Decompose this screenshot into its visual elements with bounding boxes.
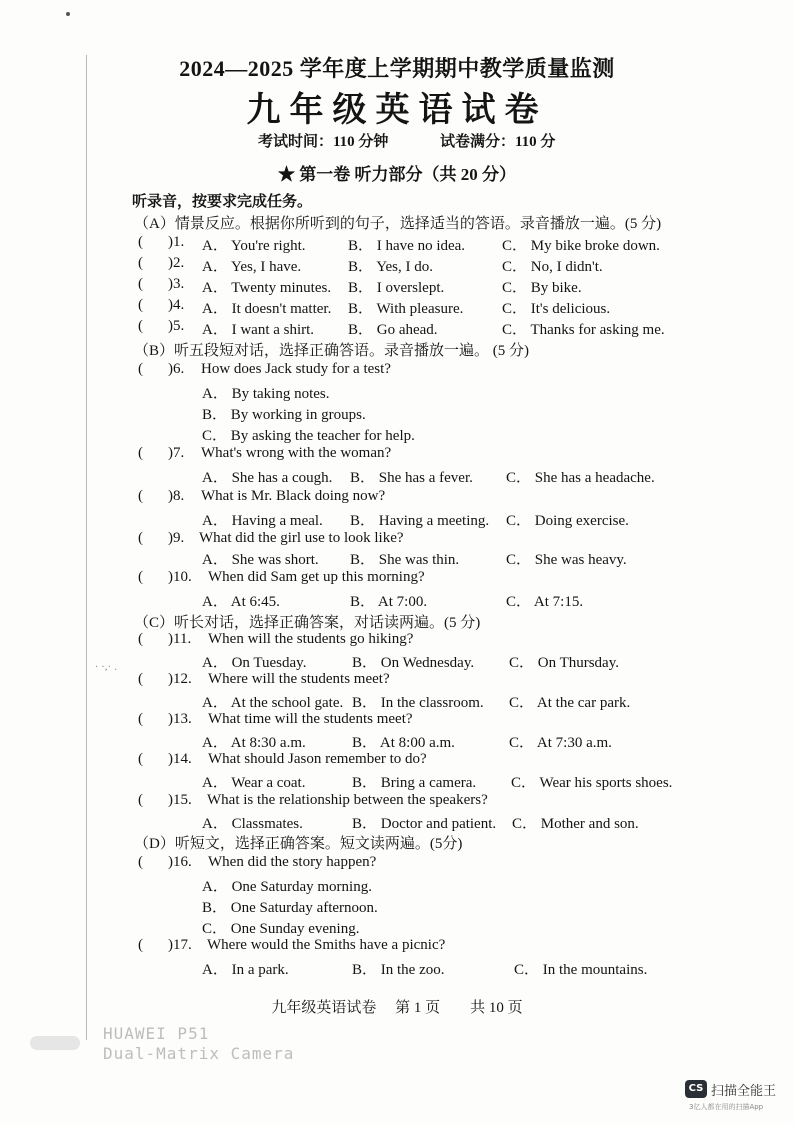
answer-blank[interactable]: (: [138, 255, 143, 271]
question-number: )11.: [168, 631, 192, 647]
option-b: B． At 8:00 a.m.: [352, 735, 455, 751]
question-text: What's wrong with the woman?: [201, 445, 392, 461]
question-number: )4.: [168, 297, 185, 313]
option-b: B． Go ahead.: [348, 322, 438, 338]
answer-blank[interactable]: (: [138, 792, 143, 808]
option-c: C． In the mountains.: [514, 962, 648, 978]
option-b: B． She has a fever.: [350, 470, 473, 486]
option-b: B． By working in groups.: [202, 407, 366, 423]
question-number: )15.: [168, 792, 192, 808]
page-footer: 九年级英语试卷 第 1 页 共 10 页: [271, 1000, 523, 1016]
option-b: B． Bring a camera.: [352, 775, 477, 791]
option-a: A． Having a meal.: [202, 513, 323, 529]
question-text: What is the relationship between the speakers?: [207, 792, 488, 808]
option-b: B． With pleasure.: [348, 301, 464, 317]
option-b: B． One Saturday afternoon.: [202, 900, 378, 916]
answer-blank[interactable]: (: [138, 569, 143, 585]
option-a: A． By taking notes.: [202, 386, 330, 402]
option-a: A． She has a cough.: [202, 470, 333, 486]
option-c: C． At 7:15.: [506, 594, 584, 610]
scanner-logo-icon: CS: [685, 1080, 707, 1098]
option-b: B． Doctor and patient.: [352, 816, 497, 832]
option-a: A． Classmates.: [202, 816, 303, 832]
question-number: )10.: [168, 569, 192, 585]
question-number: )7.: [168, 445, 185, 461]
question-text: When did the story happen?: [208, 854, 377, 870]
question-number: )1.: [168, 234, 185, 250]
answer-blank[interactable]: (: [138, 751, 143, 767]
option-a: A． At the school gate.: [202, 695, 344, 711]
part-a-heading: （A）情景反应。根据你所听到的句子，选择适当的答语。录音播放一遍。(5 分): [134, 216, 662, 232]
question-number: )5.: [168, 318, 185, 334]
question-number: )17.: [168, 937, 192, 953]
answer-blank[interactable]: (: [138, 276, 143, 292]
question-number: )3.: [168, 276, 185, 292]
option-a: A． Yes, I have.: [202, 259, 302, 275]
option-b: B． Yes, I do.: [348, 259, 434, 275]
section-heading: ★ 第一卷 听力部分（共 20 分）: [278, 165, 516, 184]
part-b-heading: （B）听五段短对话，选择正确答语。录音播放一遍。 (5 分): [134, 343, 529, 359]
answer-blank[interactable]: (: [138, 530, 143, 546]
question-number: )9.: [168, 530, 185, 546]
option-a: A． Wear a coat.: [202, 775, 306, 791]
option-b: B． I have no idea.: [348, 238, 466, 254]
exam-score: 试卷满分：110 分: [440, 134, 556, 150]
option-b: B． I overslept.: [348, 280, 445, 296]
question-number: )12.: [168, 671, 192, 687]
option-c: C． She was heavy.: [506, 552, 627, 568]
question-text: What time will the students meet?: [208, 711, 413, 727]
answer-blank[interactable]: (: [138, 488, 143, 504]
scanner-tagline: 3亿人都在用的扫描App: [689, 1103, 764, 1111]
pencil-marks: · ·‚· .: [95, 662, 118, 673]
camera-watermark-model: HUAWEI P51: [103, 1024, 210, 1043]
question-number: )6.: [168, 361, 185, 377]
answer-blank[interactable]: (: [138, 711, 143, 727]
option-b: B． She was thin.: [350, 552, 460, 568]
option-c: C． Doing exercise.: [506, 513, 629, 529]
question-text: Where will the students meet?: [208, 671, 390, 687]
option-c: C． By bike.: [502, 280, 582, 296]
option-a: A． You're right.: [202, 238, 306, 254]
option-a: A． At 6:45.: [202, 594, 280, 610]
option-a: A． In a park.: [202, 962, 289, 978]
answer-blank[interactable]: (: [138, 297, 143, 313]
margin-line: [86, 55, 87, 1040]
question-number: )14.: [168, 751, 192, 767]
option-a: A． At 8:30 a.m.: [202, 735, 306, 751]
option-c: C． Mother and son.: [512, 816, 639, 832]
option-c: C． She has a headache.: [506, 470, 655, 486]
part-d-heading: （D）听短文，选择正确答案。短文读两遍。(5分): [134, 836, 463, 852]
camera-watermark-tagline: Dual-Matrix Camera: [103, 1044, 295, 1063]
part-c-heading: （C）听长对话，选择正确答案，对话读两遍。(5 分): [134, 615, 481, 631]
exam-time: 考试时间：110 分钟: [258, 134, 389, 150]
question-number: )2.: [168, 255, 185, 271]
option-c: C． At 7:30 a.m.: [509, 735, 612, 751]
question-text: When will the students go hiking?: [208, 631, 414, 647]
option-c: C． By asking the teacher for help.: [202, 428, 415, 444]
question-text: Where would the Smiths have a picnic?: [207, 937, 446, 953]
question-number: )13.: [168, 711, 192, 727]
option-a: A． It doesn't matter.: [202, 301, 332, 317]
option-a: A． On Tuesday.: [202, 655, 307, 671]
scan-smudge: [30, 1036, 80, 1050]
option-c: C． My bike broke down.: [502, 238, 660, 254]
option-a: A． I want a shirt.: [202, 322, 315, 338]
question-text: When did Sam get up this morning?: [208, 569, 425, 585]
answer-blank[interactable]: (: [138, 234, 143, 250]
option-a: A． One Saturday morning.: [202, 879, 372, 895]
option-b: B． On Wednesday.: [352, 655, 475, 671]
option-b: B． In the classroom.: [352, 695, 484, 711]
option-c: C． One Sunday evening.: [202, 921, 360, 937]
option-b: B． Having a meeting.: [350, 513, 490, 529]
instruction: 听录音，按要求完成任务。: [132, 194, 313, 210]
answer-blank[interactable]: (: [138, 318, 143, 334]
question-text: What should Jason remember to do?: [208, 751, 427, 767]
exam-subtitle: 九年级英语试卷: [246, 92, 548, 129]
option-a: A． Twenty minutes.: [202, 280, 332, 296]
scanner-app-name: 扫描全能王: [711, 1084, 777, 1099]
option-a: A． She was short.: [202, 552, 319, 568]
exam-title: 2024—2025 学年度上学期期中教学质量监测: [179, 56, 615, 81]
option-c: C． At the car park.: [509, 695, 631, 711]
question-number: )16.: [168, 854, 192, 870]
question-text: How does Jack study for a test?: [201, 361, 391, 377]
option-c: C． Wear his sports shoes.: [511, 775, 673, 791]
answer-blank[interactable]: (: [138, 671, 143, 687]
question-text: What did the girl use to look like?: [199, 530, 404, 546]
answer-blank[interactable]: (: [138, 445, 143, 461]
question-text: What is Mr. Black doing now?: [201, 488, 386, 504]
answer-blank[interactable]: (: [138, 361, 143, 377]
scan-speck: [66, 12, 70, 16]
option-c: C． It's delicious.: [502, 301, 611, 317]
answer-blank[interactable]: (: [138, 854, 143, 870]
option-c: C． No, I didn't.: [502, 259, 603, 275]
option-b: B． At 7:00.: [350, 594, 428, 610]
answer-blank[interactable]: (: [138, 937, 143, 953]
question-number: )8.: [168, 488, 185, 504]
option-b: B． In the zoo.: [352, 962, 445, 978]
option-c: C． On Thursday.: [509, 655, 619, 671]
answer-blank[interactable]: (: [138, 631, 143, 647]
option-c: C． Thanks for asking me.: [502, 322, 665, 338]
